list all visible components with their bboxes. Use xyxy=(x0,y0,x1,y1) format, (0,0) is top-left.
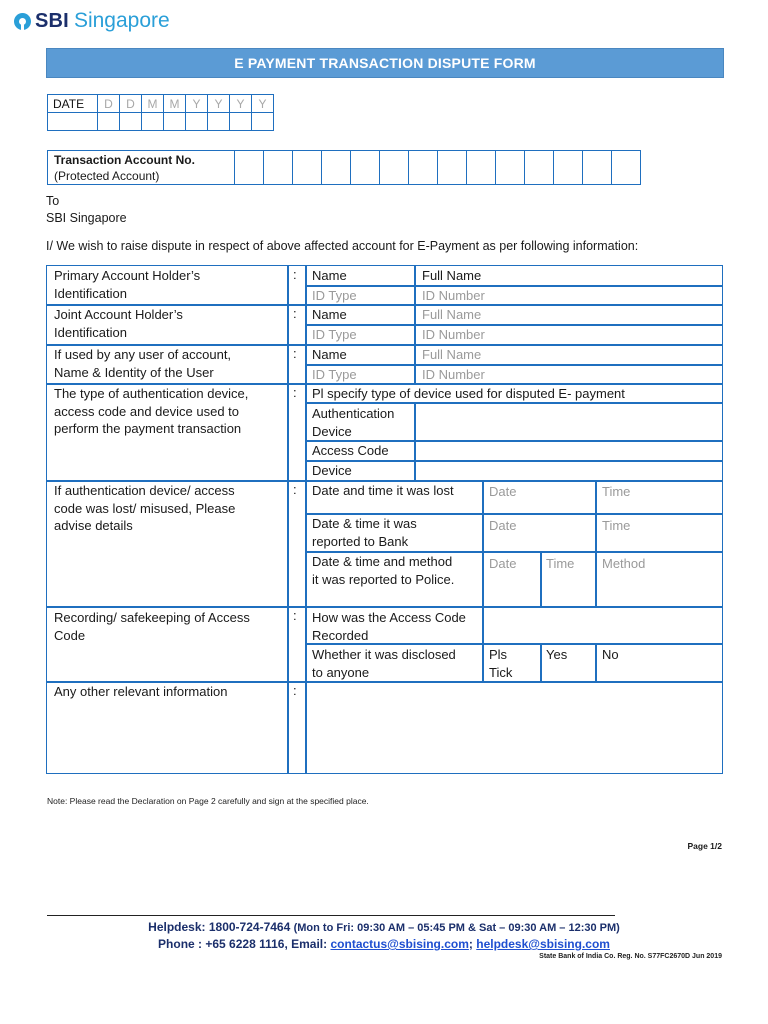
to-line: To xyxy=(46,194,60,208)
authentication-device-field[interactable] xyxy=(417,404,720,439)
date-entry-cell[interactable] xyxy=(98,113,120,131)
date-cell-year[interactable]: Y xyxy=(252,95,274,113)
account-digit-cell[interactable] xyxy=(554,151,583,185)
account-digit-cell[interactable] xyxy=(438,151,467,185)
code-recorded-label: How was the Access Code Recorded xyxy=(312,610,466,643)
colon: : xyxy=(293,482,297,497)
recording-label: Recording/ safekeeping of Access Code xyxy=(54,610,250,643)
registration-number: State Bank of India Co. Reg. No. S77FC2670D Jun 2019 xyxy=(539,953,722,960)
to-recipient: SBI Singapore xyxy=(46,211,127,225)
intro-text: I/ We wish to raise dispute in respect of above affected account for E-Payment as per following information: xyxy=(46,239,639,253)
helpdesk-line xyxy=(0,920,768,934)
date-cell-day[interactable]: D xyxy=(120,95,142,113)
helpdesk-hours: (Mon to Fri: 09:30 AM – 05:45 PM & Sat – 09:30 AM – 12:30 PM) xyxy=(293,922,620,934)
joint-id-number-field[interactable]: ID Number xyxy=(422,327,485,342)
helpdesk-email-link[interactable]: helpdesk@sbising.com xyxy=(476,937,610,951)
date-cell-year[interactable]: Y xyxy=(208,95,230,113)
police-report-method-field[interactable]: Method xyxy=(602,556,646,571)
name-label: Name xyxy=(312,347,347,362)
lost-date-field[interactable]: Date xyxy=(489,484,517,499)
date-cell-month[interactable]: M xyxy=(142,95,164,113)
date-label: DATE xyxy=(48,95,98,113)
date-entry-label-cell[interactable] xyxy=(48,113,98,131)
no-option[interactable]: No xyxy=(602,647,619,662)
account-digit-cell[interactable] xyxy=(409,151,438,185)
access-code-label: Access Code xyxy=(312,443,389,458)
date-entry-cell[interactable] xyxy=(120,113,142,131)
user-id-number-field[interactable]: ID Number xyxy=(422,367,485,382)
colon: : xyxy=(293,385,297,400)
tick-label: Pls Tick xyxy=(489,647,513,680)
primary-id-number-field[interactable]: ID Number xyxy=(422,288,485,303)
disclosed-label: Whether it was disclosed to anyone xyxy=(312,647,456,680)
police-report-time-field[interactable]: Time xyxy=(546,556,575,571)
auth-device-label: The type of authentication device, access code and device used to perform the payment transaction xyxy=(54,386,249,436)
account-label xyxy=(48,151,235,185)
account-label-sub: (Protected Account) xyxy=(54,168,160,183)
other-info-field[interactable] xyxy=(309,684,720,770)
primary-holder-label: Primary Account Holder’s Identification xyxy=(54,268,201,301)
code-recorded-field[interactable] xyxy=(485,608,720,642)
account-digit-cell[interactable] xyxy=(525,151,554,185)
logo-region: Singapore xyxy=(73,9,170,32)
colon: : xyxy=(293,683,297,698)
lost-device-label: If authentication device/ access code was lost/ misused, Please advise details xyxy=(54,483,236,533)
account-digit-cell[interactable] xyxy=(496,151,525,185)
lost-date-time-label: Date and time it was lost xyxy=(312,483,454,498)
device-specify-label: Pl specify type of device used for disputed E- payment xyxy=(312,386,625,401)
account-digit-cell[interactable] xyxy=(583,151,612,185)
form-title: E PAYMENT TRANSACTION DISPUTE FORM xyxy=(46,48,724,78)
account-digit-cell[interactable] xyxy=(380,151,409,185)
date-entry-cell[interactable] xyxy=(252,113,274,131)
joint-full-name-field[interactable]: Full Name xyxy=(422,307,482,322)
date-entry-cell[interactable] xyxy=(142,113,164,131)
page-number: Page 1/2 xyxy=(687,841,722,851)
account-number-table xyxy=(47,150,641,185)
lost-time-field[interactable]: Time xyxy=(602,484,631,499)
date-entry-cell[interactable] xyxy=(208,113,230,131)
date-entry-cell[interactable] xyxy=(230,113,252,131)
phone-email-label: Phone : +65 6228 1116, Email: xyxy=(158,937,328,951)
account-digit-cell[interactable] xyxy=(235,151,264,185)
date-cell-year[interactable]: Y xyxy=(186,95,208,113)
authentication-device-label: Authentication Device xyxy=(312,406,395,439)
device-field[interactable] xyxy=(417,462,720,479)
date-cell-day[interactable]: D xyxy=(98,95,120,113)
user-full-name-field[interactable]: Full Name xyxy=(422,347,482,362)
joint-holder-label: Joint Account Holder’s Identification xyxy=(54,307,183,340)
sbi-logo xyxy=(14,8,170,34)
police-report-date-field[interactable]: Date xyxy=(489,556,517,571)
account-label-title: Transaction Account No. xyxy=(54,152,195,167)
police-report-label: Date & time and method it was reported to Police. xyxy=(312,554,455,587)
colon: : xyxy=(293,608,297,623)
account-digit-cell[interactable] xyxy=(293,151,322,185)
primary-id-type-field[interactable]: ID Type xyxy=(312,288,357,303)
date-entry-cell[interactable] xyxy=(164,113,186,131)
date-cell-year[interactable]: Y xyxy=(230,95,252,113)
user-identity-label: If used by any user of account, Name & Identity of the User xyxy=(54,347,232,380)
primary-full-name-field[interactable]: Full Name xyxy=(422,268,482,283)
bank-report-label: Date & time it was reported to Bank xyxy=(312,516,417,549)
date-table xyxy=(47,94,274,131)
account-digit-cell[interactable] xyxy=(322,151,351,185)
access-code-field[interactable] xyxy=(417,442,720,459)
contact-line xyxy=(0,937,768,951)
user-id-type-field[interactable]: ID Type xyxy=(312,367,357,382)
account-digit-cell[interactable] xyxy=(612,151,641,185)
name-label: Name xyxy=(312,268,347,283)
helpdesk-number: Helpdesk: 1800-724-7464 xyxy=(148,920,291,934)
account-digit-cell[interactable] xyxy=(351,151,380,185)
sbi-logo-icon xyxy=(14,13,31,30)
yes-option[interactable]: Yes xyxy=(546,647,568,662)
colon: : xyxy=(293,346,297,361)
dispute-details-table xyxy=(46,265,723,774)
footer-divider xyxy=(47,915,615,916)
date-entry-cell[interactable] xyxy=(186,113,208,131)
colon: : xyxy=(293,267,297,282)
colon: : xyxy=(293,306,297,321)
name-label: Name xyxy=(312,307,347,322)
bank-report-date-field[interactable]: Date xyxy=(489,518,517,533)
bank-report-time-field[interactable]: Time xyxy=(602,518,631,533)
logo-bank: SBI xyxy=(35,9,69,32)
date-cell-month[interactable]: M xyxy=(164,95,186,113)
joint-id-type-field[interactable]: ID Type xyxy=(312,327,357,342)
contactus-email-link[interactable]: contactus@sbising.com xyxy=(330,937,469,951)
device-label: Device xyxy=(312,463,352,478)
other-info-label: Any other relevant information xyxy=(54,684,228,699)
account-digit-cell[interactable] xyxy=(264,151,293,185)
declaration-note: Note: Please read the Declaration on Page 2 carefully and sign at the specified place. xyxy=(47,796,369,806)
email-separator: ; xyxy=(468,937,473,951)
account-digit-cell[interactable] xyxy=(467,151,496,185)
